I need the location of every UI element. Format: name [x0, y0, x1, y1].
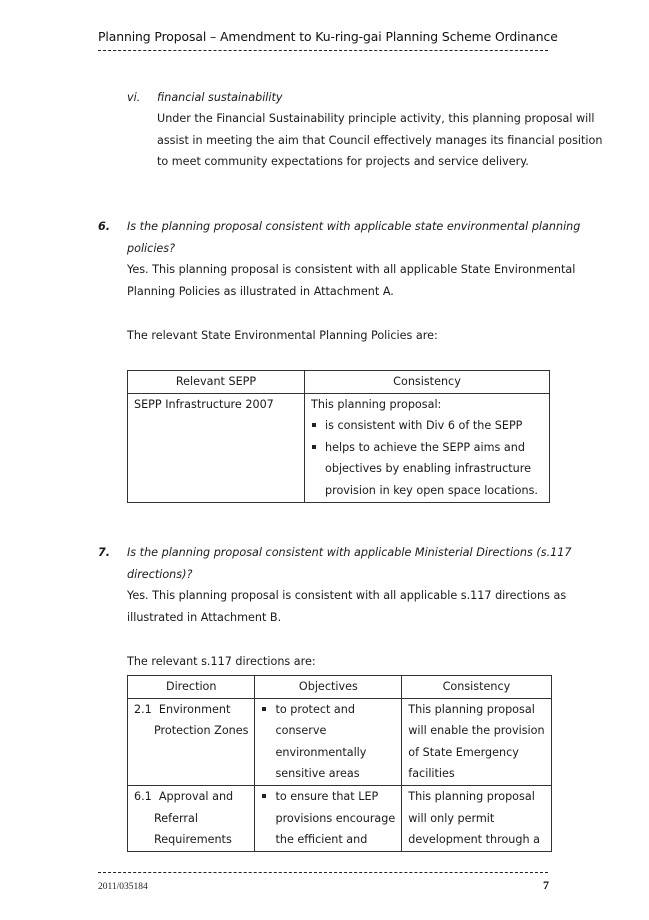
bullet-icon: [312, 423, 316, 427]
page-number: 7: [543, 878, 549, 892]
header-divider: [98, 50, 548, 51]
question-7: [127, 542, 571, 628]
bullet-item: is consistent with Div 6 of the SEPP: [311, 415, 543, 437]
question-line: Is the planning proposal consistent with applicable state environmental planning: [127, 220, 581, 233]
direction-cell: 2.1 Environment Protection Zones: [128, 698, 255, 785]
question-6: [127, 216, 580, 302]
consistency-cell: [305, 393, 550, 502]
question-number: 6.: [98, 220, 111, 233]
answer-line: Planning Policies as illustrated in Attachment A.: [127, 284, 394, 298]
question-line: directions)?: [127, 567, 193, 581]
table-row: [128, 698, 552, 785]
answer-line: Yes. This planning proposal is consistent with all applicable State Environmental: [127, 263, 576, 276]
bullet-continuation: objectives by enabling infrastructure: [325, 462, 532, 476]
column-header: Consistency: [305, 371, 550, 394]
body-line: assist in meeting the aim that Council effectively manages its financial position: [157, 133, 603, 147]
question-line: policies?: [127, 241, 176, 255]
consistency-intro: This planning proposal:: [311, 397, 442, 411]
directions-table: [127, 675, 552, 852]
bullet-icon: [262, 794, 266, 798]
section-numeral: vi.: [127, 91, 141, 104]
body-line: Under the Financial Sustainability principle activity, this planning proposal will: [157, 112, 595, 125]
answer-line: Yes. This planning proposal is consistent with all applicable s.117 directions as: [127, 589, 567, 602]
column-header: Consistency: [402, 676, 551, 699]
answer-line: illustrated in Attachment B.: [127, 610, 282, 624]
objectives-cell: to protect and conserve environmentally sensitive areas: [255, 698, 402, 785]
body-line: to meet community expectations for projects and service delivery.: [157, 155, 529, 168]
column-header: Direction: [128, 676, 255, 699]
bullet-icon: [312, 445, 316, 449]
table-row: [128, 785, 552, 851]
consistency-cell: This planning proposal will enable the provision of State Emergency facilities: [402, 698, 551, 785]
directions-intro: The relevant s.117 directions are:: [127, 655, 316, 668]
section-body: [157, 108, 602, 173]
bullet-item: to ensure that LEP: [261, 786, 395, 808]
page-header-title: Planning Proposal – Amendment to Ku-ring-gai Planning Scheme Ordinance: [98, 29, 558, 44]
table-header-row: [128, 676, 552, 699]
table-row: [128, 393, 550, 502]
objectives-cell: to ensure that LEP provisions encourage the efficient and: [255, 785, 402, 851]
document-id: 2011/035184: [98, 882, 148, 892]
column-header: Objectives: [255, 676, 402, 699]
bullet-item: helps to achieve the SEPP aims and: [311, 437, 543, 459]
column-header: Relevant SEPP: [128, 371, 305, 394]
footer-divider: [98, 872, 548, 873]
sepp-intro: The relevant State Environmental Planning Policies are:: [127, 329, 438, 342]
sepp-cell: SEPP Infrastructure 2007: [128, 393, 305, 502]
section-heading: financial sustainability: [157, 91, 283, 104]
bullet-item: to protect and: [261, 699, 395, 721]
question-number: 7.: [98, 546, 111, 559]
bullet-icon: [262, 707, 266, 711]
sepp-table: [127, 370, 550, 503]
question-line: Is the planning proposal consistent with applicable Ministerial Directions (s.117: [127, 546, 572, 559]
direction-cell: 6.1 Approval and Referral Requirements: [128, 785, 255, 851]
bullet-continuation: provision in key open space locations.: [325, 483, 538, 497]
consistency-cell: This planning proposal will only permit development through a: [402, 785, 551, 851]
table-header-row: [128, 371, 550, 394]
